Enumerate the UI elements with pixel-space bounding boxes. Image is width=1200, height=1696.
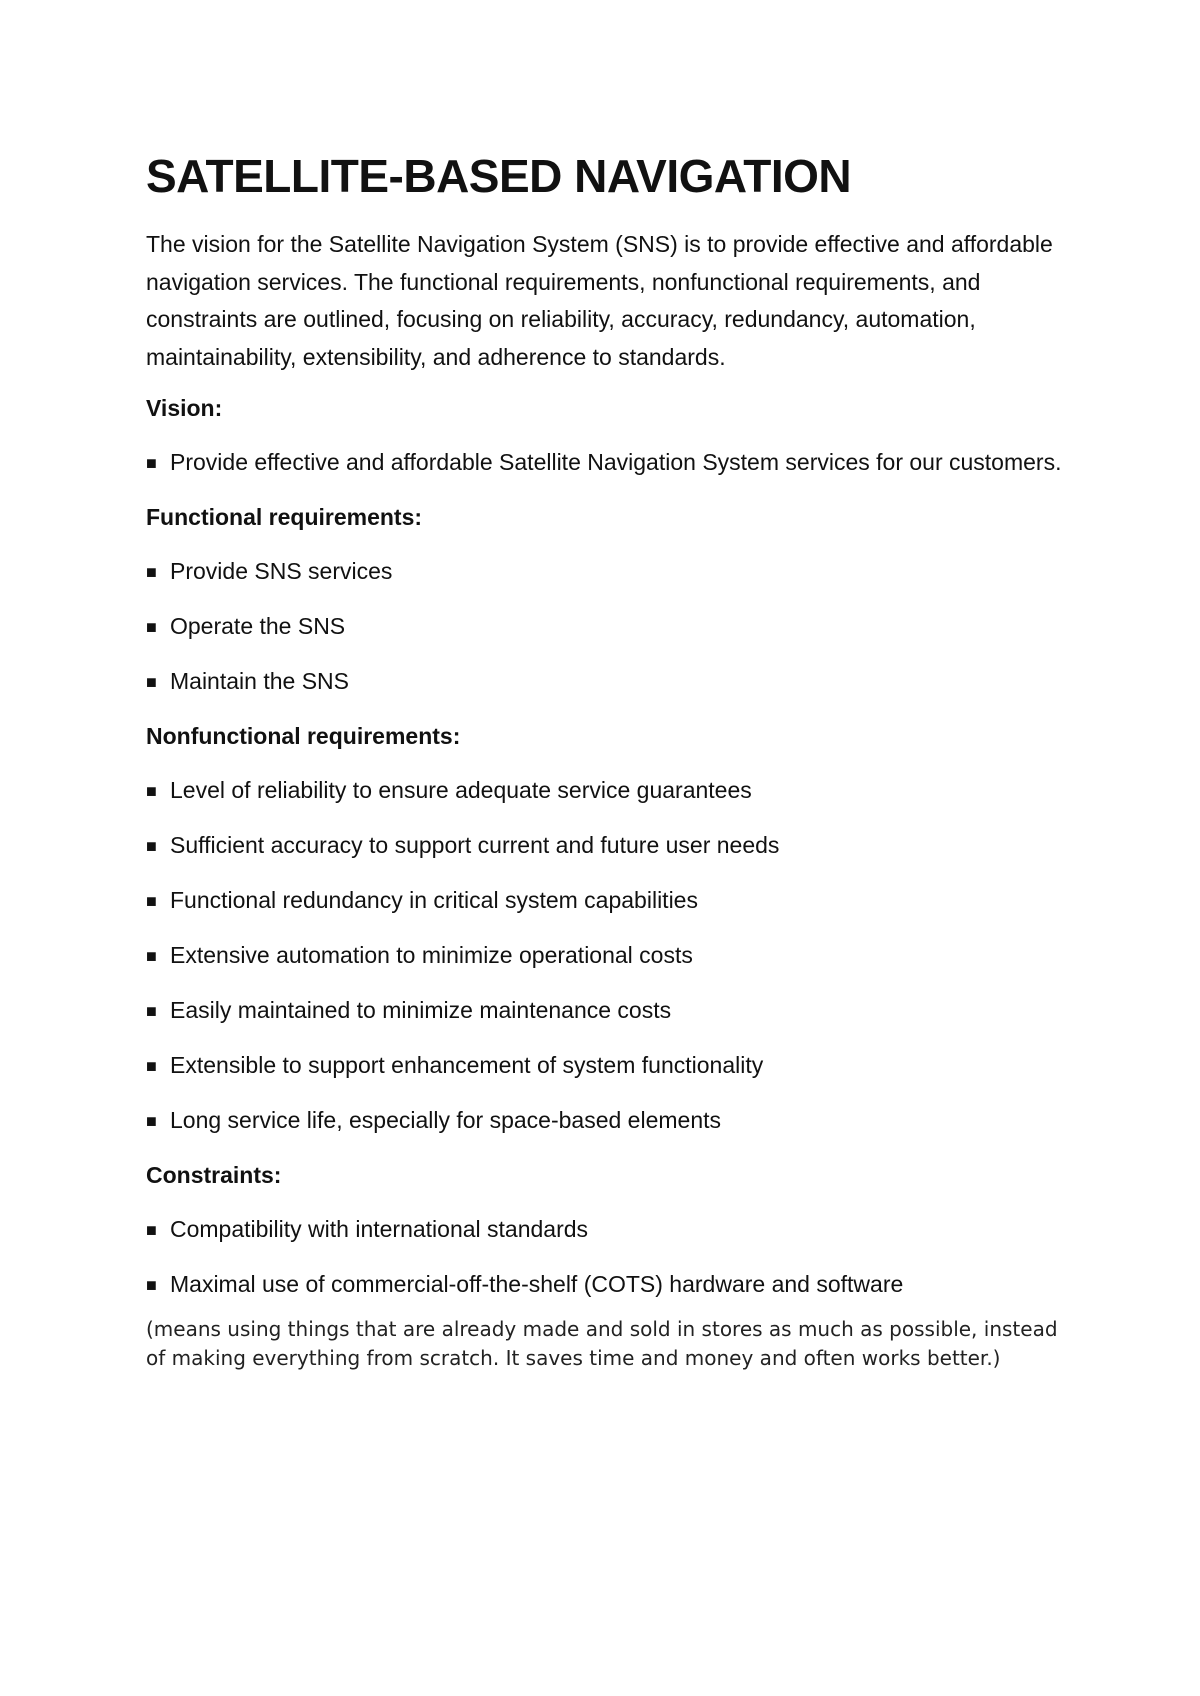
list-item — [146, 827, 1066, 864]
list-item — [146, 1211, 1066, 1248]
square-bullet-icon: ■ — [146, 672, 157, 692]
list-item — [146, 882, 1066, 919]
list-item — [146, 772, 1066, 809]
list-item-text: Sufficient accuracy to support current and future user needs — [170, 832, 780, 858]
square-bullet-icon: ■ — [146, 1111, 157, 1131]
square-bullet-icon: ■ — [146, 1001, 157, 1021]
list-item-text: Provide SNS services — [170, 558, 393, 584]
square-bullet-icon: ■ — [146, 453, 157, 473]
list-item-text: Maximal use of commercial-off-the-shelf (COTS) hardware and software — [170, 1271, 904, 1297]
nonfunctional-list — [146, 772, 1066, 1139]
list-item — [146, 1266, 1066, 1303]
square-bullet-icon: ■ — [146, 891, 157, 911]
list-item — [146, 663, 1066, 700]
list-item-text: Functional redundancy in critical system capabilities — [170, 887, 698, 913]
square-bullet-icon: ■ — [146, 562, 157, 582]
square-bullet-icon: ■ — [146, 617, 157, 637]
cots-note: (means using things that are already made and sold in stores as much as possible, instead of making everything from scratch. It saves time and money and often works better.) — [146, 1317, 1058, 1370]
vision-section — [146, 390, 1066, 490]
list-item — [146, 937, 1066, 974]
list-item — [146, 1047, 1066, 1084]
constraints-list — [146, 1211, 1066, 1303]
functional-section — [146, 499, 1066, 700]
square-bullet-icon: ■ — [146, 836, 157, 856]
square-bullet-icon: ■ — [146, 781, 157, 801]
vision-list — [146, 435, 1066, 490]
nonfunctional-section — [146, 718, 1066, 1139]
list-item — [146, 435, 1066, 490]
list-item-text: Level of reliability to ensure adequate service guarantees — [170, 777, 752, 803]
nonfunctional-heading: Nonfunctional requirements: — [146, 723, 461, 749]
list-item — [146, 992, 1066, 1029]
list-item-text: Provide effective and affordable Satellite Navigation System services for our customers. — [170, 449, 1062, 475]
document-page — [146, 148, 1066, 1373]
square-bullet-icon: ■ — [146, 946, 157, 966]
functional-heading: Functional requirements: — [146, 504, 423, 530]
intro-paragraph: The vision for the Satellite Navigation System (SNS) is to provide effective and affordable navigation services. The functional requirements, nonfunctional requirements, and constraints are outlined, focusing on reliability, accuracy, redundancy, automation, maintainability, extensibility, and adherence to standards. — [146, 231, 1053, 370]
list-item — [146, 553, 1066, 590]
constraints-heading: Constraints: — [146, 1162, 282, 1188]
list-item — [146, 1102, 1066, 1139]
list-item-text: Extensible to support enhancement of system functionality — [170, 1052, 764, 1078]
list-item-text: Long service life, especially for space-based elements — [170, 1107, 722, 1133]
list-item-text: Maintain the SNS — [170, 668, 349, 694]
list-item — [146, 608, 1066, 645]
list-item-text: Compatibility with international standards — [170, 1216, 589, 1242]
square-bullet-icon: ■ — [146, 1275, 157, 1295]
list-item-text: Easily maintained to minimize maintenance costs — [170, 997, 672, 1023]
square-bullet-icon: ■ — [146, 1220, 157, 1240]
square-bullet-icon: ■ — [146, 1056, 157, 1076]
constraints-section — [146, 1157, 1066, 1303]
page-title: SATELLITE-BASED NAVIGATION — [146, 150, 852, 202]
list-item-text: Extensive automation to minimize operational costs — [170, 942, 693, 968]
functional-list — [146, 553, 1066, 700]
vision-heading: Vision: — [146, 395, 223, 421]
list-item-text: Operate the SNS — [170, 613, 346, 639]
